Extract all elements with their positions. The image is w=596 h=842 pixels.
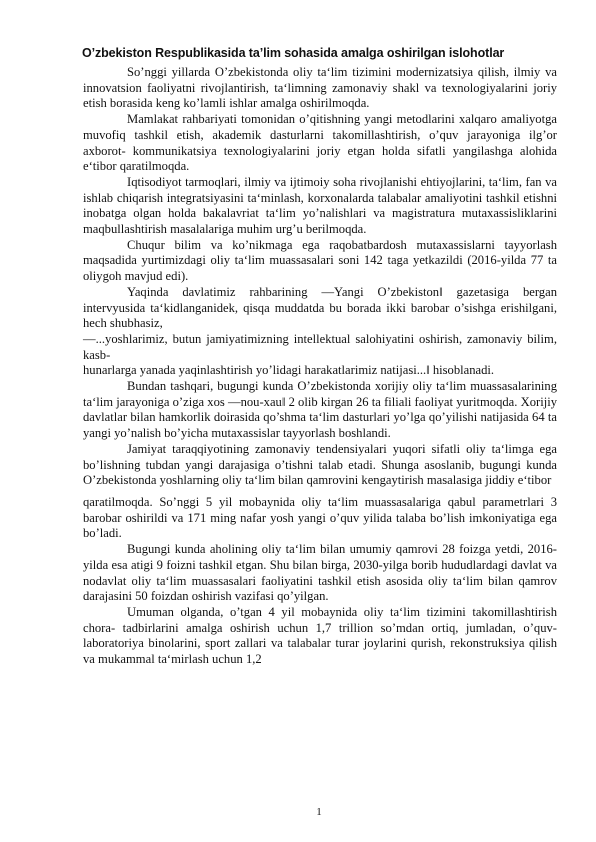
document-body xyxy=(83,65,557,668)
paragraph: Umuman olganda, o’tgan 4 yil mobaynida oliy ta‘lim tizimini takomillashtirish chora- tadbirlarini amalga oshirish uchun 1,7 trillion so’mdan ortiq, jumladan, o’quv-laboratoriya binolarini, sport zallari va talabalar turar joylarini qurish, rekonstruksiya qilish va mukammal ta‘mirlash uchun 1,2 xyxy=(83,604,557,667)
paragraph: Yaqinda davlatimiz rahbarining ―Yangi O’zbekiston‖ gazetasiga bergan intervyusida ta‘kidlanganidek, qisqa muddatda bu borada ikki barobar o’sishga erishilgani, hech shubhasiz, xyxy=(83,284,557,331)
document-title: O’zbekiston Respublikasida ta’lim sohasida amalga oshirilgan islohotlar xyxy=(82,46,505,60)
paragraph: Chuqur bilim va ko’nikmaga ega raqobatbardosh mutaxassislarni tayyorlash maqsadida yurtimizdagi oliy ta‘lim muassasalari soni 142 taga yetkazildi (2016-yilda 77 ta oliygoh mavjud edi). xyxy=(83,237,557,284)
paragraph: qaratilmoqda. So’nggi 5 yil mobaynida oliy ta‘lim muassasalariga qabul parametrlari 3 barobar oshirildi va 171 ming nafar yosh yangi o’quv yilida talaba bo’lish imkoniyatiga ega bo’ladi. xyxy=(83,494,557,541)
paragraph: Mamlakat rahbariyati tomonidan o’qitishning yangi metodlarini xalqaro amaliyotga muvofiq tashkil etish, akademik dasturlarni takomillashtirish, o’quv jarayoniga ilg’or axborot- kommunikatsiya texnologiyalarini joriy etgan holda sifatli yangilashga alohida e‘tibor qaratilmoqda. xyxy=(83,112,557,174)
page-number: 1 xyxy=(316,806,322,818)
quote-line: ―...yoshlarimiz, butun jamiyatimizning intellektual salohiyatini oshirish, zamonaviy bilim, kasb- xyxy=(83,331,557,362)
quote-line: hunarlarga yanada yaqinlashtirish yo’lidagi harakatlarimiz natijasi...‖ hisoblanadi. xyxy=(83,363,495,378)
paragraph: Bugungi kunda aholining oliy ta‘lim bilan umumiy qamrovi 28 foizga yetdi, 2016-yilda esa atigi 9 foizni tashkil etgan. Shu bilan birga, 2030-yilga borib hududlardagi davlat va nodavlat oliy ta‘lim muassasalari faoliyatini tashkil etish asosida oliy ta‘lim bilan qamrov darajasini 50 foizdan oshirish vazifasi qo’yilgan. xyxy=(83,542,557,604)
paragraph: Iqtisodiyot tarmoqlari, ilmiy va ijtimoiy soha rivojlanishi ehtiyojlarini, ta‘lim, fan va ishlab chiqarish integratsiyasini ta‘minlash, korxonalarda talabalar amaliyotini tashkil etishni inobatga olgan holda bakalavriat ta‘lim yo’nalishlari va magistratura mutaxassisliklarini maqbullashtirish masalalariga muhim urg’u berilmoqda. xyxy=(83,174,557,237)
paragraph: Bundan tashqari, bugungi kunda O’zbekistonda xorijiy oliy ta‘lim muassasalarining ta‘lim jarayoniga o’ziga xos ―nou-xau‖ 2 olib kirgan 26 ta filiali faoliyat yuritmoqda. Xorijiy davlatlar bilan hamkorlik doirasida qo’shma ta‘lim dasturlari yo’lga qo’yilishi natijasida 64 ta yangi yo’nalish bo’yicha mutaxassislar tayyorlash boshlandi. xyxy=(83,379,557,441)
paragraph: Jamiyat taraqqiyotining zamonaviy tendensiyalari yuqori sifatli oliy ta‘limga ega bo’lishning tubdan yangi darajasiga o’tishni talab etadi. Shunga asoslanib, bugungi kunda O’zbekistonda yoshlarning oliy ta‘lim bilan qamrovini kengaytirish masalasiga jiddiy e‘tibor xyxy=(83,441,557,488)
paragraph: So’nggi yillarda O’zbekistonda oliy ta‘lim tizimini modernizatsiya qilish, ilmiy va innovatsion faoliyatni rivojlantirish, ta‘limning zamonaviy shakl va texnologiyalarini joriy etish borasida keng ko’lamli ishlar amalga oshirilmoqda. xyxy=(83,65,557,111)
